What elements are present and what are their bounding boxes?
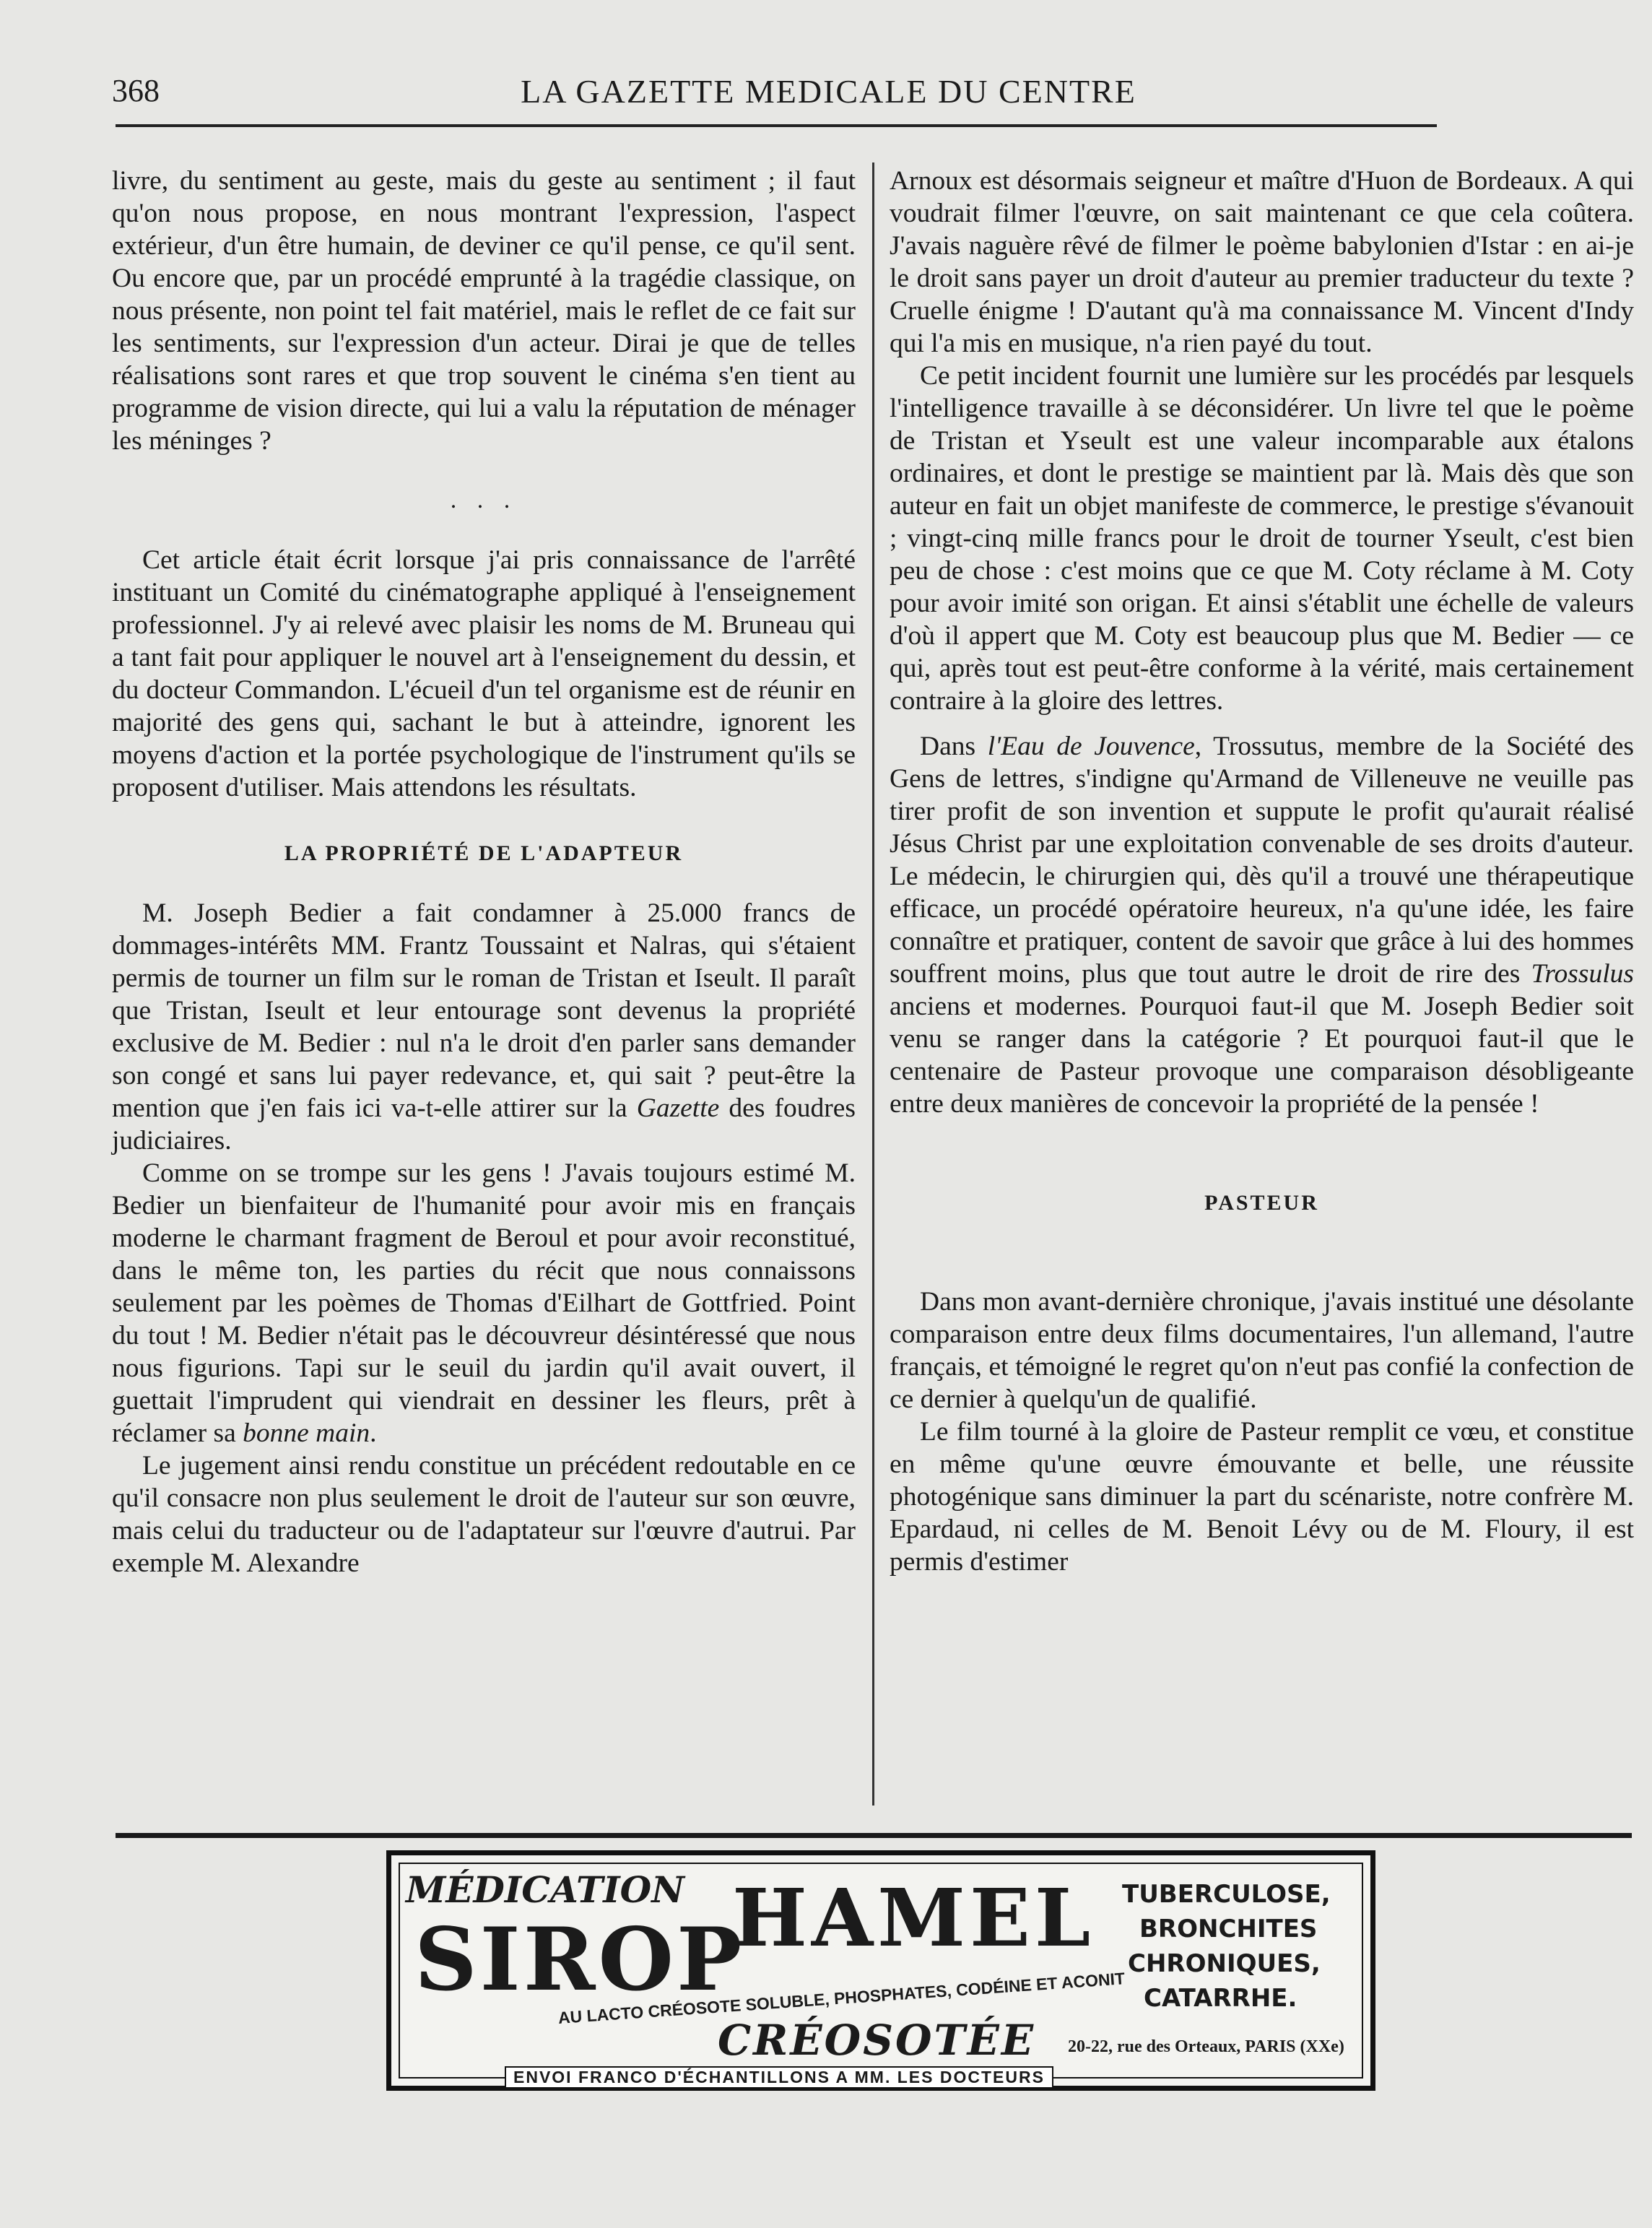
paragraph: Le film tourné à la gloire de Pasteur remplit ce vœu, et constitue en même qu'une œuvre émouvante et belle, une réussite photogénique sans diminuer la part du scénariste, notre confrère M. Epardaud, ni celles de M. Benoit Lévy ou de M. Floury, il est permis d'estimer (890, 1417, 1634, 1577)
text-run: , Trossutus, membre de la Société des Gens de lettres, s'indigne qu'Armand de Villeneuve ne veuille pas tirer profit de son invention et suppute le profit qu'aurait réalisé Jésus Christ par une exploitation convenable de ses droits d'auteur. Le médecin, le chirurgien qui, dès qu'il a trouvé une thérapeutique efficace, un procédé opératoire heureux, n'a qu'une idée, les faire connaître et pratiquer, content de savoir que grâce à lui des hommes souffrent moins, plus que tout autre le droit de rire des (890, 732, 1634, 989)
text-run: anciens et modernes. Pourquoi faut-il que M. Joseph Bedier soit venu se ranger dans la catégorie ? Et pourquoi faut-il que le centenaire de Pasteur provoque une comparaison désobligeante entre deux manières de concevoir la propriété de la pensée ! (890, 992, 1634, 1119)
section-separator: . . . (450, 487, 518, 513)
ad-inner-border (399, 1863, 1363, 2086)
right-column (890, 165, 1634, 1578)
paragraph-gap (890, 717, 1634, 730)
paragraph (890, 730, 1634, 1120)
ad-hamel: HAMEL (732, 1871, 1095, 1964)
running-head (112, 72, 1545, 116)
paragraph: Le jugement ainsi rendu constitue un précédent redoutable en ce qu'il consacre non plus seulement le droit de l'auteur sur son œuvre, mais celui du traducteur ou de l'adaptateur sur l'œuvre d'autrui. Par exemple M. Alexandre (112, 1451, 856, 1578)
left-column (112, 165, 856, 1579)
indication-item: CATARRHE. (1144, 1984, 1297, 2013)
italic-phrase: bonne main (243, 1418, 370, 1448)
paragraph: livre, du sentiment au geste, mais du geste au sentiment ; il faut qu'on nous propose, en nous montrant l'expression, l'aspect extérieur, d'un être humain, de deviner ce qu'il pense, ce qu'il sent. Ou encore que, par un procédé emprunté à la tragédie classique, on nous présente, non point tel fait matériel, mais le reflet de ce fait sur les sentiments, sur l'expression d'un acteur. Dirai je que de telles réalisations sont rares et que trop souvent le cinéma s'en tient au programme de vision directe, qui lui a valu la réputation de ménager les méninges ? (112, 166, 856, 456)
ad-sirop: SIROP (414, 1909, 745, 2011)
paragraph: Arnoux est désormais seigneur et maître d'Huon de Bordeaux. A qui voudrait filmer l'œuvre, on sait maintenant ce que cela coûtera. J'avais naguère rêvé de filmer le poème babylonien d'Istar : en ai-je le droit sans payer un droit d'auteur au premier traducteur du texte ? Cruelle énigme ! D'autant qu'à ma connaissance M. Vincent d'Indy qui l'a mis en musique, n'a rien payé du tout. (890, 166, 1634, 358)
section-title-adapteur: LA PROPRIÉTÉ DE L'ADAPTEUR (284, 841, 684, 865)
ad-composition: AU LACTO CRÉOSOTE SOLUBLE, PHOSPHATES, CODÉINE ET ACONIT (557, 1969, 1126, 2028)
column-divider (872, 162, 874, 1806)
sirop-hamel-advertisement (386, 1850, 1375, 2091)
text-run: . (370, 1418, 377, 1448)
section-title-pasteur: PASTEUR (1204, 1191, 1319, 1215)
ad-creosotee: CRÉOSOTÉE (718, 2016, 1036, 2065)
ad-indications (1122, 1877, 1368, 2016)
paragraph: Cet article était écrit lorsque j'ai pris connaissance de l'arrêté instituant un Comité du cinématographe appliqué à l'enseignement professionnel. J'y ai relevé avec plaisir les noms de M. Bruneau qui a tant fait pour appliquer le nouvel art à l'enseignement du dessin, et du docteur Commandon. L'écueil d'un tel organisme est de réunir en majorité des gens qui, sachant le but à atteindre, ignorent les moyens d'action et la portée psychologique de l'instrument qu'ils se proposent d'utiliser. Mais attendons les résultats. (112, 545, 856, 802)
ad-address: 20-22, rue des Orteaux, PARIS (XXe) (1068, 2037, 1344, 2056)
indication-item: CHRONIQUES, (1128, 1949, 1321, 1978)
header-rule (116, 124, 1437, 127)
paragraph: Dans mon avant-dernière chronique, j'avais institué une désolante comparaison entre deux films documentaires, l'un allemand, l'autre français, et témoigné le regret qu'on n'eut pas confié la confection de ce dernier à quelqu'un de qualifié. (890, 1287, 1634, 1414)
italic-title: l'Eau de Jouvence (987, 732, 1195, 761)
paragraph (112, 897, 856, 1157)
ad-medication: MÉDICATION (406, 1868, 684, 1911)
text-run: Dans (920, 732, 988, 761)
italic-name: Trossulus (1531, 959, 1634, 989)
italic-title: Gazette (636, 1093, 720, 1123)
journal-title: LA GAZETTE MEDICALE DU CENTRE (521, 73, 1136, 110)
paragraph (112, 1157, 856, 1449)
page-number: 368 (112, 73, 160, 108)
indication-item: TUBERCULOSE, (1122, 1880, 1331, 1909)
text-run: des foudres judiciaires. (112, 1093, 856, 1156)
indication-item: BRONCHITES (1139, 1915, 1318, 1943)
text-run: Comme on se trompe sur les gens ! J'avais toujours estimé M. Bedier un bienfaiteur de l'humanité pour avoir mis en français moderne le charmant fragment de Beroul et pour avoir reconstitué, dans le même ton, les parties du récit que nous connaissons seulement par les poèmes de Thomas d'Eilhart de Gottfried. Point du tout ! M. Bedier n'était pas le découvreur désintéressé que nous nous figurions. Tapi sur le seuil du jardin qu'il avait ouvert, il guettait l'imprudent qui viendrait en dessiner les fleurs, prêt à réclamer sa (112, 1158, 856, 1448)
text-run: M. Joseph Bedier a fait condamner à 25.000 francs de dommages-intérêts MM. Frantz Toussaint et Nalras, qui s'étaient permis de tourner un film sur le roman de Tristan et Iseult. Il paraît que Tristan, Iseult et leur entourage sont devenus la propriété exclusive de M. Bedier : nul n'a le droit d'en parler sans demander son congé et sans lui payer redevance, et, qui sait ? peut-être la mention que j'en fais ici va-t-elle attirer sur la (112, 898, 856, 1123)
footer-rule (116, 1833, 1632, 1838)
ad-offer-banner: ENVOI FRANCO D'ÉCHANTILLONS A MM. LES DOCTEURS (505, 2066, 1053, 2089)
paragraph: Ce petit incident fournit une lumière sur les procédés par lesquels l'intelligence travaille à se déconsidérer. Un livre tel que le poème de Tristan et Yseult est une valeur incomparable aux étalons ordinaires, et dont le prestige se maintient par là. Mais dès que son auteur en fait un objet manifeste de commerce, le prestige s'évanouit ; vingt-cinq mille francs pour le droit de tourner Yseult, c'est bien peu de chose : c'est moins que ce que M. Coty réclame à M. Coty pour avoir imité son origan. Et ainsi s'établit une échelle de valeurs d'où il appert que M. Coty est beaucoup plus que M. Bedier — ce qui, après tout est peut-être conforme à la vérité, mais certainement contraire à la gloire des lettres. (890, 361, 1634, 716)
